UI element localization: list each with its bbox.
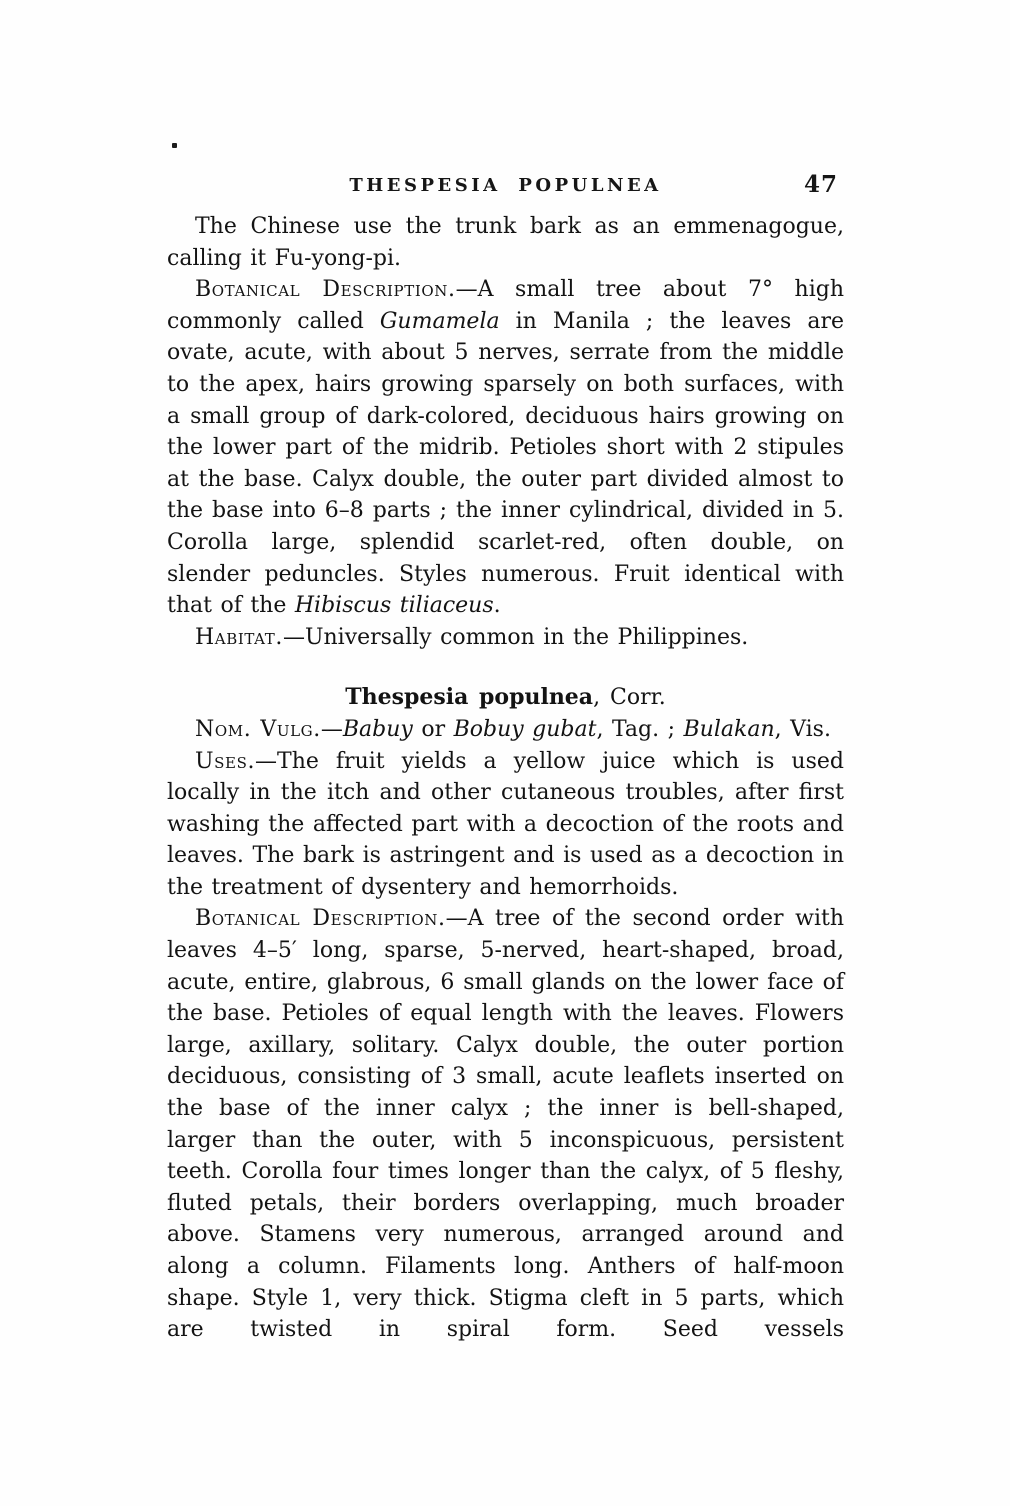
text-segment-italic: Hibiscus tiliaceus — [294, 593, 494, 619]
text-segment-plain: . — [493, 593, 501, 619]
text-segment-plain: , Corr. — [593, 685, 666, 711]
page-number: 47 — [803, 171, 838, 198]
text-segment-plain: The Chinese use the trunk bark as an emmenagogue, calling it Fu-yong-pi. — [167, 214, 844, 271]
text-segment-italic: Bulakan — [683, 716, 775, 742]
ink-speck — [172, 143, 177, 148]
text-segment-smallcaps: Botanical Description. — [195, 906, 446, 932]
text-segment-plain: or — [412, 716, 454, 742]
text-segment-plain: —A small tree about 7° high commonly called — [167, 277, 844, 334]
text-segment-italic: Gumamela — [379, 308, 500, 334]
para-botanical-description-1 — [167, 274, 844, 622]
text-segment-plain: —The fruit yields a yellow juice which is used locally in the itch and other cutaneous troubles, after first washing the affected part with a decoction of the roots and leaves. The bark is astringent and is used as a decoction in the treatment of dysentery and hemorrhoids. — [167, 748, 844, 900]
para-nom-vulg — [167, 714, 844, 746]
page-body — [167, 211, 844, 1346]
page-header — [167, 171, 844, 201]
running-title: THESPESIA POPULNEA — [349, 175, 662, 196]
text-segment-smallcaps: Uses. — [195, 748, 256, 774]
text-segment-smallcaps: Nom. Vulg. — [195, 716, 321, 742]
text-segment-smallcaps: Botanical Description. — [195, 277, 456, 303]
text-segment-italic: Bobuy gubat — [453, 716, 597, 742]
text-segment-bold: Thespesia populnea — [345, 684, 594, 711]
text-segment-plain: , Vis. — [774, 716, 831, 742]
text-segment-smallcaps: Habitat. — [195, 624, 283, 650]
para-uses — [167, 746, 844, 904]
para-chinese-use — [167, 211, 844, 274]
para-botanical-description-2 — [167, 903, 844, 1345]
species-heading — [167, 682, 844, 714]
para-habitat — [167, 622, 844, 654]
text-segment-plain: , Tag. ; — [596, 716, 684, 742]
text-segment-italic: Babuy — [342, 716, 413, 742]
text-segment-plain: —Universally common in the Philippines. — [282, 624, 749, 650]
text-segment-plain: — — [320, 716, 343, 742]
text-segment-plain: —A tree of the second order with leaves 4–5′ long, sparse, 5-nerved, heart-shaped, broad, acute, entire, glabrous, 6 small glands on the lower face of the base. Petioles of equal length with the leaves. Flowers large, axillary, solitary. Calyx double, the outer portion deciduous, consisting of 3 small, acute leaflets inserted on the base of the inner calyx ; the inner is bell-shaped, larger than the outer, with 5 inconspicuous, persistent teeth. Corolla four times longer than the calyx, of 5 fleshy, fluted petals, their borders overlapping, much broader above. Stamens very numerous, arranged around and along a column. Filaments long. Anthers of half-moon shape. Style 1, very thick. Stigma cleft in 5 parts, which are twisted in spiral form. Seed vessels — [167, 906, 844, 1343]
text-segment-plain: in Manila ; the leaves are ovate, acute, with about 5 nerves, serrate from the middle to the apex, hairs growing sparsely on both surfaces, with a small group of dark-colored, deciduous hairs growing on the lower part of the midrib. Petioles short with 2 stipules at the base. Calyx double, the outer part divided almost to the base into 6–8 parts ; the inner cylindrical, divided in 5. Corolla large, splendid scarlet-red, often double, on slender peduncles. Styles numerous. Fruit identical with that of the — [167, 308, 844, 619]
